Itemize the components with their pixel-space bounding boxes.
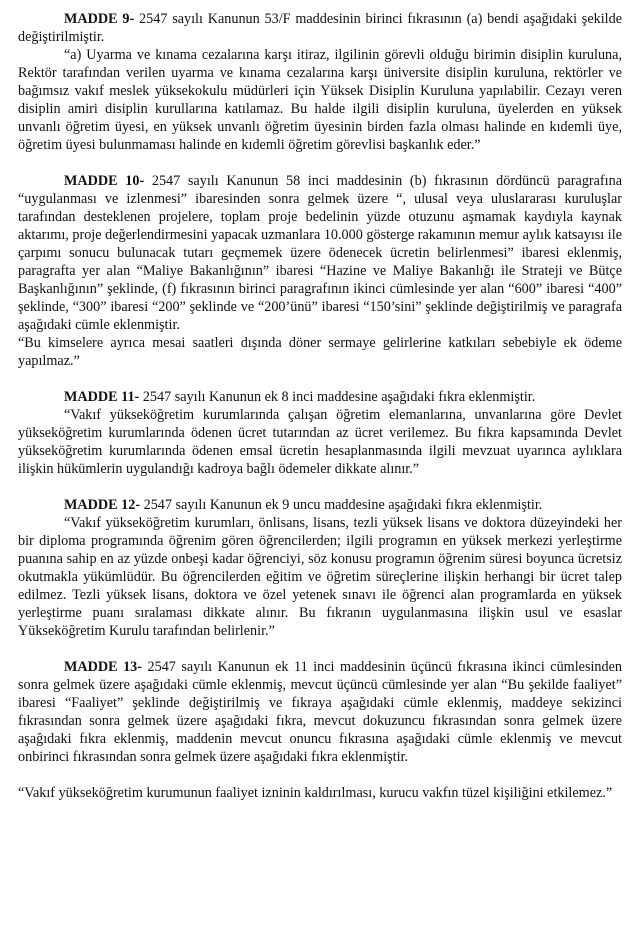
article-11-quote: “Vakıf yükseköğretim kurumlarında çalışan öğretim elemanlarına, unvanlarına göre Devlet yükseköğretim kurumlarında ödenen ücret tutarından az ücret verilemez. Bu fıkra kapsamında Devlet yükseköğretim kurumlarında ödenen emsal ücretin hesaplanmasında ilgili mevzuat uyarınca aylıklara ilişkin hükümlerin uygulandığı kadroya bağlı ödemeler dikkate alınır.”	[18, 407, 622, 477]
article-13-intro-text: 2547 sayılı Kanunun ek 11 inci maddesinin üçüncü fıkrasına ikinci cümlesinden sonra gelmek üzere aşağıdaki cümle eklenmiş, mevcut üçüncü cümlesinde yer alan “Bu şekilde faaliyet” ibaresi “Faaliyet” şeklinde değiştirilmiş ve fıkraya aşağıdaki cümle eklenmiş, maddeye sekizinci fıkrasından sonra gelmek üzere aşağıdaki fıkra, mevcut dokuzuncu fıkrasından sonra gelmek üzere aşağıdaki fıkra eklenmiş, maddenin mevcut onuncu fıkrasına aşağıdaki cümle eklenmiş ve mevcut onbirinci fıkrasından sonra gelmek üzere aşağıdaki fıkra eklenmiştir.	[18, 659, 622, 765]
article-11-intro	[18, 388, 622, 406]
article-11	[18, 388, 622, 478]
article-9-intro-text: 2547 sayılı Kanunun 53/F maddesinin birinci fıkrasının (a) bendi aşağıdaki şekilde değiştirilmiştir.	[18, 11, 622, 45]
article-11-intro-text: 2547 sayılı Kanunun ek 8 inci maddesine aşağıdaki fıkra eklenmiştir.	[139, 389, 536, 405]
document-page	[18, 10, 622, 820]
article-13-heading: MADDE 13-	[64, 659, 143, 675]
article-13-intro	[18, 658, 622, 766]
article-9-heading: MADDE 9-	[64, 11, 135, 27]
article-12-intro-text: 2547 sayılı Kanunun ek 9 uncu maddesine aşağıdaki fıkra eklenmiştir.	[140, 497, 543, 513]
article-10	[18, 172, 622, 370]
article-12-quote: “Vakıf yükseköğretim kurumları, önlisans, lisans, tezli yüksek lisans ve doktora düzeyindeki her bir diploma programında öğrenim gören öğrencilerden; ilgili programın en yüksek merkezi yerleştirme puanına sahip en az yüzde onbeşi kadar öğrenciyi, söz konusu programın öğrenim süresi boyunca ücretsiz okutmakla yükümlüdür. Bu öğrencilerden eğitim ve öğretim süreçlerine ilişkin herhangi bir ücret talep edilmez. Tezli yüksek lisans, doktora ve özel yetenek sınavı ile öğrenci alan programlarda en yüksek yerleştirme puanı sıralaması dikkate alınır. Bu fıkranın uygulanmasına ilişkin usul ve esaslar Yükseköğretim Kurulu tarafından belirlenir.”	[18, 515, 622, 639]
article-9-intro	[18, 10, 622, 46]
article-12-intro	[18, 496, 622, 514]
article-9-quote: “a) Uyarma ve kınama cezalarına karşı itiraz, ilgilinin görevli olduğu birimin disiplin kuruluna, Rektör tarafından verilen uyarma ve kınama cezalarına karşı üniversite disiplin kuruluna, rektörler ve bağımsız vakıf meslek yüksekokulu müdürleri için Yüksek Disiplin Kuruluna yapılabilir. Cezayı veren disiplin amiri disiplin kurullarına katılamaz. Bu halde ilgili disiplin kuruluna, üyelerden en yüksek unvanlı öğretim üyesi, en yüksek unvanlı öğretim üyesinin birden fazla olması halinde en kıdemli üye, öğretim üyesi bulunmaması halinde en kıdemli öğretim görevlisi başkanlık eder.”	[18, 47, 622, 153]
article-12-heading: MADDE 12-	[64, 497, 141, 513]
article-9	[18, 10, 622, 154]
article-13	[18, 658, 622, 802]
article-10-intro	[18, 172, 622, 334]
article-11-heading: MADDE 11-	[64, 389, 140, 405]
article-12	[18, 496, 622, 640]
article-10-quote: “Bu kimselere ayrıca mesai saatleri dışında döner sermaye gelirlerine katkıları sebebiyle ek ödeme yapılmaz.”	[18, 335, 622, 369]
article-13-quote: “Vakıf yükseköğretim kurumunun faaliyet izninin kaldırılması, kurucu vakfın tüzel kişiliğini etkilemez.”	[18, 785, 613, 801]
article-10-intro-text: 2547 sayılı Kanunun 58 inci maddesinin (b) fıkrasının dördüncü paragrafına “uygulanması ve izlenmesi” ibaresinden sonra gelmek üzere “, ulusal veya uluslararası kuruluşlar tarafından desteklenen projelere, toplam proje bedelinin yüzde otuzunu aşmamak kaydıyla kaynak aktarımı, proje değerlendirmesini yapacak uzmanlara 10.000 gösterge rakamının memur aylık katsayısı ile çarpımı sonucu bulunacak tutarı geçmemek üzere ödenecek ücretin belirlenmesi” ibaresi eklenmiş, paragrafta yer alan “Maliye Bakanlığının” ibaresi “Hazine ve Maliye Bakanlığı ile Strateji ve Bütçe Başkanlığının” şeklinde, (f) fıkrasının birinci paragrafının ikinci cümlesinde yer alan “600” ibaresi “400” şeklinde, “300” ibaresi “200” şeklinde ve “200’ünü” ibaresi “150’sini” şeklinde değiştirilmiş ve paragrafa aşağıdaki cümle eklenmiştir.	[18, 173, 622, 333]
article-10-heading: MADDE 10-	[64, 173, 145, 189]
